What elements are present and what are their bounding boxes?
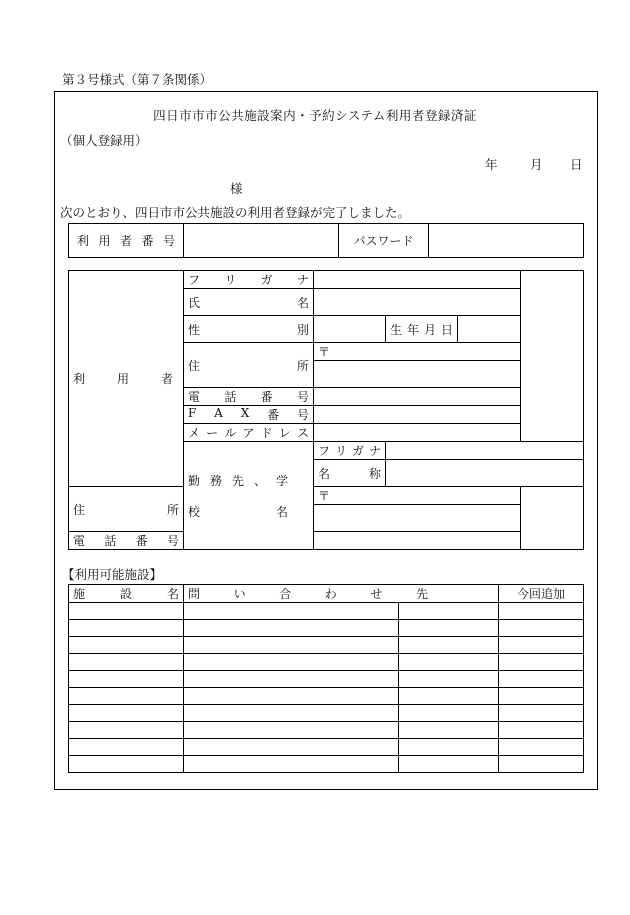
table-row: [69, 722, 584, 739]
user-email-label: [184, 424, 314, 442]
user-address-label: [184, 343, 314, 388]
contact-cell-a[interactable]: [184, 705, 399, 722]
table-row: [69, 671, 584, 688]
contact-cell-b[interactable]: [399, 620, 499, 637]
contact-cell-b[interactable]: [399, 688, 499, 705]
facilities-table: [68, 584, 584, 773]
spread-label: F A X 番 号: [188, 406, 309, 422]
added-cell[interactable]: [499, 654, 584, 671]
spread-label: 施 設 名: [73, 587, 179, 601]
table-row: [69, 603, 584, 620]
table-row: [69, 688, 584, 705]
table-row: [69, 705, 584, 722]
spread-label: 勤 務 先 、 学: [188, 473, 288, 488]
contact-cell-b[interactable]: [399, 739, 499, 756]
spread-label: 住 所: [188, 358, 309, 373]
added-cell[interactable]: [499, 756, 584, 773]
facility-name-cell[interactable]: [69, 654, 184, 671]
work-address-label: [69, 487, 184, 532]
spread-label: 校 名: [188, 504, 288, 519]
spread-label: フ リ ガ ナ: [188, 273, 309, 287]
table-row: [69, 654, 584, 671]
table-row: [69, 756, 584, 773]
contact-cell-a[interactable]: [184, 671, 399, 688]
facility-name-cell[interactable]: [69, 756, 184, 773]
spread-label: 問 い 合 わ せ 先: [188, 587, 428, 601]
added-cell[interactable]: [499, 705, 584, 722]
contact-cell-a[interactable]: [184, 739, 399, 756]
contact-cell-b[interactable]: [399, 722, 499, 739]
spread-label: 利 用 者 番 号: [77, 234, 175, 248]
table-row: [69, 739, 584, 756]
user-phone-value[interactable]: [314, 388, 521, 406]
work-postal-value[interactable]: [314, 487, 521, 505]
contact-cell-a[interactable]: [184, 654, 399, 671]
user-postal-value[interactable]: [314, 343, 521, 361]
form-number: 第３号様式（第７条関係）: [62, 72, 213, 87]
spread-label: 電 話 番 号: [73, 534, 179, 548]
work-phone-value[interactable]: [314, 532, 521, 550]
facilities-heading: 【利用可能施設】: [62, 567, 163, 582]
user-phone-label: [184, 388, 314, 406]
spread-label: フ リ ガ ナ: [318, 444, 381, 458]
facility-name-cell[interactable]: [69, 620, 184, 637]
contact-cell-b[interactable]: [399, 756, 499, 773]
honorific: 様: [230, 181, 243, 196]
user-gender-value[interactable]: [314, 316, 386, 343]
work-furigana-label: [314, 442, 386, 460]
added-cell[interactable]: [499, 671, 584, 688]
facility-name-cell[interactable]: [69, 671, 184, 688]
added-cell[interactable]: [499, 637, 584, 654]
user-furigana-value[interactable]: [314, 271, 521, 289]
contact-header: [184, 585, 499, 603]
user-address-value[interactable]: [314, 361, 521, 388]
user-fax-value[interactable]: [314, 406, 521, 424]
contact-cell-a[interactable]: [184, 756, 399, 773]
work-phone-label: [69, 532, 184, 550]
added-cell[interactable]: [499, 739, 584, 756]
completion-notice: 次のとおり、四日市市公共施設の利用者登録が完了しました。: [60, 205, 411, 220]
password-value[interactable]: [429, 224, 584, 258]
user-section-label: [69, 271, 184, 487]
contact-cell-a[interactable]: [184, 637, 399, 654]
added-cell[interactable]: [499, 722, 584, 739]
contact-cell-a[interactable]: [184, 688, 399, 705]
contact-cell-b[interactable]: [399, 671, 499, 688]
user-birthdate-value[interactable]: [458, 316, 521, 343]
added-cell[interactable]: [499, 603, 584, 620]
user-name-label: [184, 289, 314, 316]
work-name-label: [314, 460, 386, 487]
contact-cell-a[interactable]: [184, 620, 399, 637]
user-details-table: [68, 270, 584, 550]
date-month: 月: [530, 157, 543, 172]
facility-name-cell[interactable]: [69, 739, 184, 756]
contact-cell-b[interactable]: [399, 637, 499, 654]
spread-label: 名 称: [318, 466, 381, 481]
postal-mark: 〒: [318, 489, 331, 503]
user-number-label: [69, 224, 184, 258]
password-label: パスワード: [339, 224, 429, 258]
added-header: 今回追加: [499, 585, 584, 603]
facilities-header-row: [69, 585, 584, 603]
date-day: 日: [570, 157, 583, 172]
facility-name-cell[interactable]: [69, 688, 184, 705]
contact-cell-a[interactable]: [184, 603, 399, 620]
table-row: [69, 620, 584, 637]
registration-table: [68, 223, 584, 258]
spread-label: 住 所: [73, 502, 179, 517]
contact-cell-b[interactable]: [399, 705, 499, 722]
user-fax-label: [184, 406, 314, 424]
date-year: 年: [485, 157, 498, 172]
user-gender-label: [184, 316, 314, 343]
facility-name-cell[interactable]: [69, 722, 184, 739]
added-cell[interactable]: [499, 688, 584, 705]
user-email-value[interactable]: [314, 424, 521, 442]
spread-label: 性 別: [188, 322, 309, 337]
contact-cell-b[interactable]: [399, 654, 499, 671]
user-number-value[interactable]: [184, 224, 339, 258]
spread-label: メ ー ル ア ド レ ス: [188, 426, 309, 440]
facility-name-cell[interactable]: [69, 637, 184, 654]
work-name-value[interactable]: [386, 460, 584, 487]
spread-label: 利 用 者: [73, 372, 173, 386]
postal-mark: 〒: [318, 345, 331, 359]
registration-type: （個人登録用）: [60, 133, 148, 148]
facility-name-cell[interactable]: [69, 603, 184, 620]
contact-cell-b[interactable]: [399, 603, 499, 620]
user-furigana-label: [184, 271, 314, 289]
user-name-value[interactable]: [314, 289, 521, 316]
table-row: [69, 637, 584, 654]
work-section-label: [184, 442, 314, 550]
spread-label: 電 話 番 号: [188, 390, 309, 404]
facility-name-cell[interactable]: [69, 705, 184, 722]
spread-label: 生 年 月 日: [390, 322, 453, 337]
facility-name-header: [69, 585, 184, 603]
work-furigana-value[interactable]: [386, 442, 584, 460]
document-title: 四日市市市公共施設案内・予約システム利用者登録済証: [153, 108, 477, 123]
contact-cell-a[interactable]: [184, 722, 399, 739]
user-birthdate-label: [386, 316, 458, 343]
added-cell[interactable]: [499, 620, 584, 637]
work-address-value[interactable]: [314, 505, 521, 532]
spread-label: 氏 名: [188, 295, 309, 310]
